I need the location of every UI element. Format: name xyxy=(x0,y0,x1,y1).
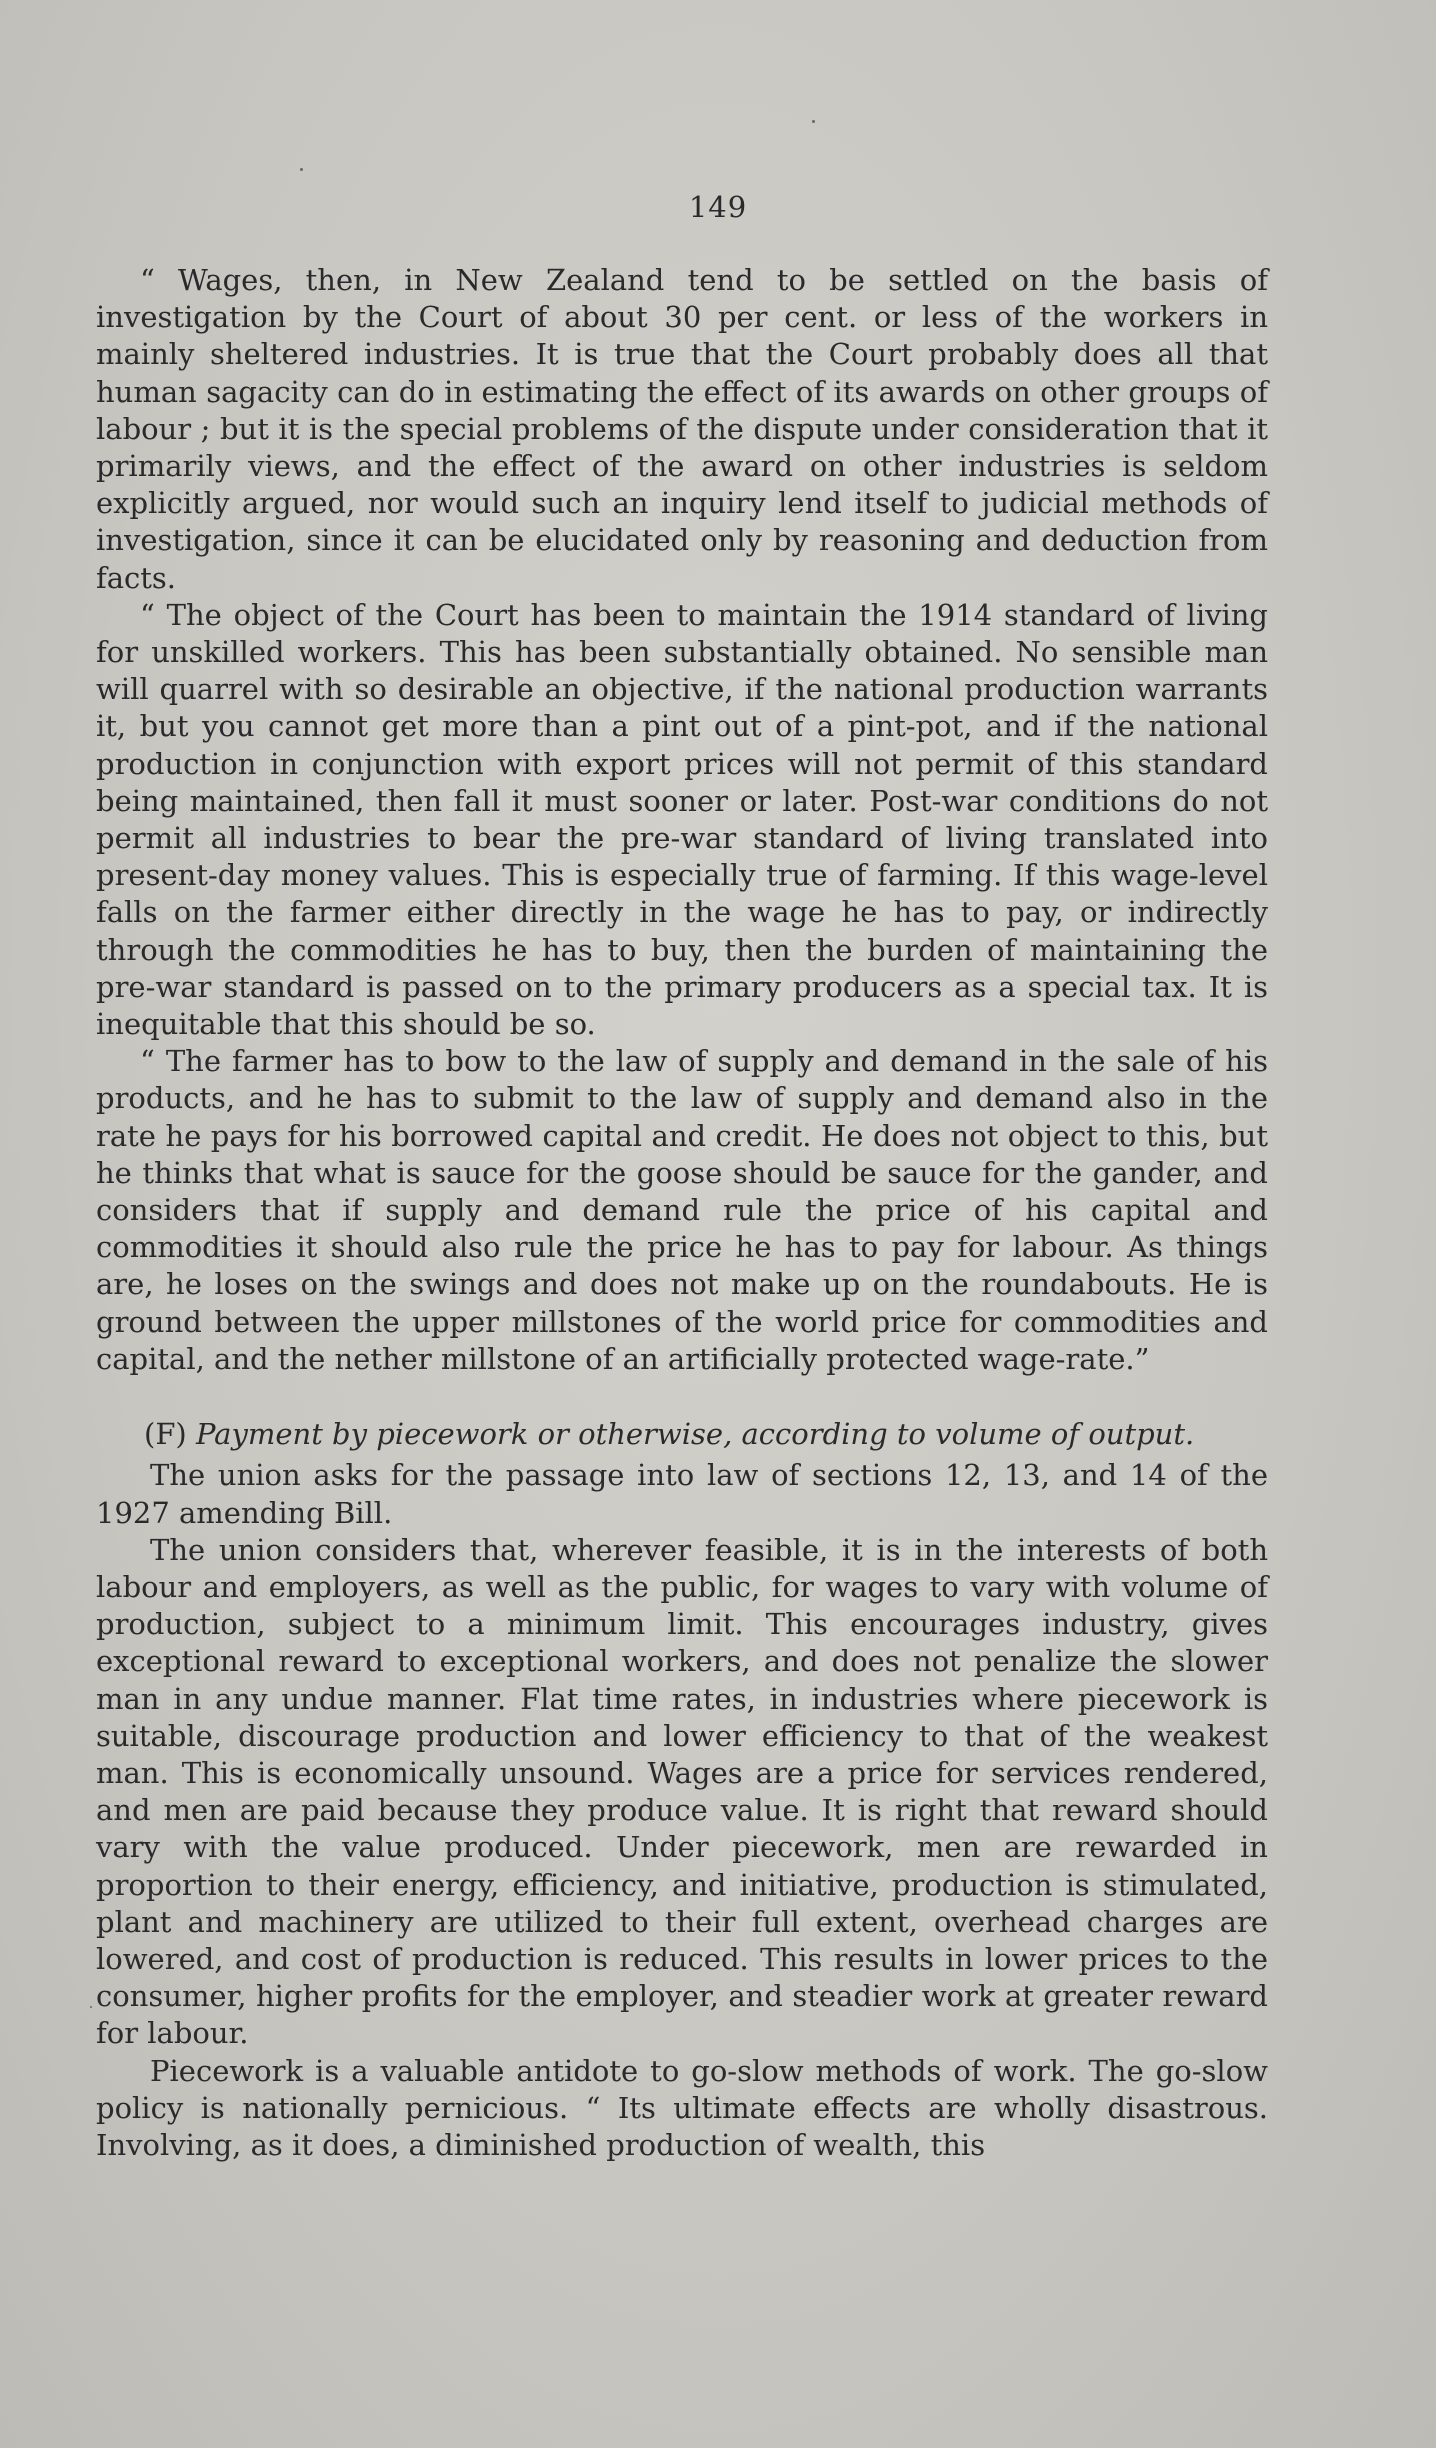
paragraph-union-considers: The union considers that, wherever feasible, it is in the interests of both labour and employers, as well as the public, for wages to vary with volume of production, subject to a minimum limit. This encourages industry, gives exceptional reward to exceptional workers, and does not penalize the slower man in any undue manner. Flat time rates, in industries where piecework is suitable, discourage production and lower efficiency to that of the weakest man. This is economically unsound. Wages are a price for services rendered, and men are paid because they produce value. It is right that reward should vary with the value produced. Under piecework, men are rewarded in proportion to their energy, efficiency, and initiative, production is stimulated, plant and machinery are utilized to their full extent, overhead charges are lowered, and cost of production is reduced. This results in lower prices to the consumer, higher profits for the employer, and steadier work at greater reward for labour. xyxy=(96,1532,1268,2051)
page-number: 149 xyxy=(688,190,748,224)
paragraph-court-objective: “ The object of the Court has been to maintain the 1914 standard of living for unskilled workers. This has been substantially obtained. No sensible man will quarrel with so desirable an objective, if the national production warrants it, but you cannot get more than a pint out of a pint-pot, and if the national production in conjunction with export prices will not permit of this standard being maintained, then fall it must sooner or later. Post-war conditions do not permit all industries to bear the pre-war standard of living translated into present-day money values. This is especially true of farming. If this wage-level falls on the farmer either directly in the wage he has to pay, or indirectly through the commodities he has to buy, then the burden of maintaining the pre-war standard is passed on to the primary producers as a special tax. It is inequitable that this should be so. xyxy=(96,597,1268,1042)
paper-speck xyxy=(300,168,303,171)
paper-speck xyxy=(90,2006,92,2008)
paragraph-piecework: Piecework is a valuable antidote to go-slow methods of work. The go-slow policy is nationally pernicious. “ Its ultimate effects are wholly disastrous. Involving, as it does, a diminished production of wealth, this xyxy=(96,2053,1268,2162)
section-title: Payment by piecework or otherwise, according to volume of output. xyxy=(195,1417,1195,1452)
section-heading xyxy=(96,1416,1268,1453)
paragraph-farmer: “ The farmer has to bow to the law of supply and demand in the sale of his products, and he has to submit to the law of supply and demand also in the rate he pays for his borrowed capital and credit. He does not object to this, but he thinks that what is sauce for the goose should be sauce for the gander, and considers that if supply and demand rule the price of his capital and commodities it should also rule the price he has to pay for labour. As things are, he loses on the swings and does not make up on the roundabouts. He is ground between the upper millstones of the world price for commodities and capital, and the nether millstone of an artificially protected wage-rate.” xyxy=(96,1044,1268,1376)
paper-speck xyxy=(812,120,815,123)
body-text xyxy=(96,262,1268,2164)
paragraph-union-asks: The union asks for the passage into law of sections 12, 13, and 14 of the 1927 amending Bill. xyxy=(96,1458,1268,1530)
paragraph-wages: “ Wages, then, in New Zealand tend to be settled on the basis of investigation by the Court of about 30 per cent. or less of the workers in mainly sheltered industries. It is true that the Court probably does all that human sagacity can do in estimating the effect of its awards on other groups of labour ; but it is the special problems of the dispute under consideration that it primarily views, and the effect of the award on other industries is seldom explicitly argued, nor would such an inquiry lend itself to judicial methods of investigation, since it can be elucidated only by reasoning and deduction from facts. xyxy=(96,263,1268,595)
section-letter: (F) xyxy=(144,1417,187,1452)
